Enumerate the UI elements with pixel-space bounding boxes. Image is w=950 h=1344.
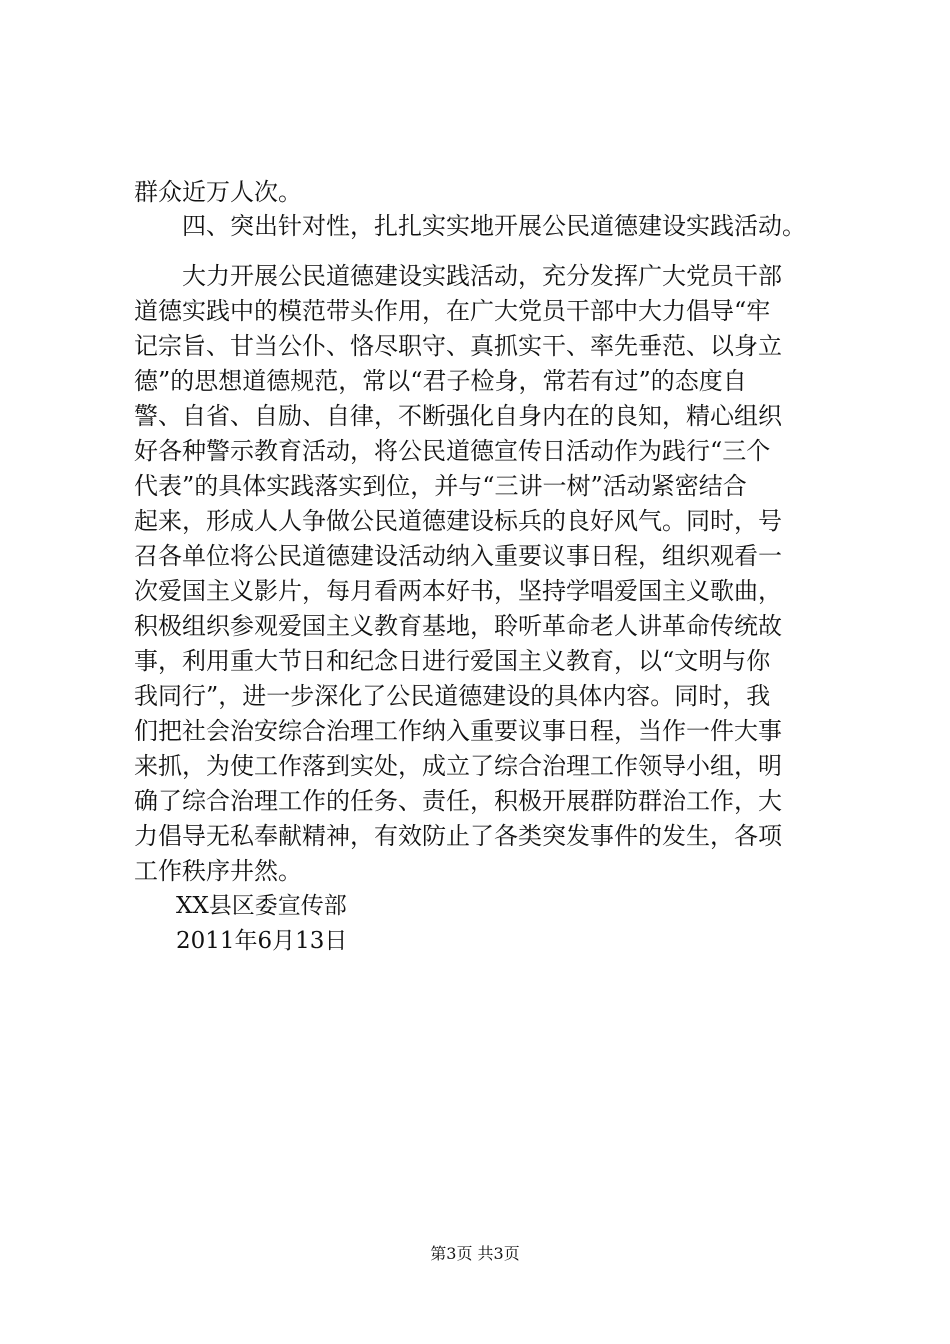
text-line: 好各种警示教育活动，将公民道德宣传日活动作为践行“三个: [134, 437, 771, 465]
text-line: 代表”的具体实践落实到位，并与“三讲一树”活动紧密结合: [134, 472, 747, 500]
text-line: 道德实践中的模范带头作用，在广大党员干部中大力倡导“牢: [134, 297, 771, 325]
text-line: 警、自省、自励、自律，不断强化自身内在的良知，精心组织: [134, 402, 782, 430]
text-line: 事，利用重大节日和纪念日进行爱国主义教育，以“文明与你: [134, 647, 771, 675]
text-line: 积极组织参观爱国主义教育基地，聆听革命老人讲革命传统故: [134, 612, 782, 640]
text-line: 大力开展公民道德建设实践活动，充分发挥广大党员干部: [182, 262, 782, 290]
text-line: 次爱国主义影片，每月看两本好书，坚持学唱爱国主义歌曲，: [134, 577, 782, 605]
text-line: 我同行”，进一步深化了公民道德建设的具体内容。同时，我: [134, 682, 771, 710]
text-line: 来抓，为使工作落到实处，成立了综合治理工作领导小组，明: [134, 752, 782, 780]
signature-date: 2011年6月13日: [176, 928, 348, 954]
page-footer: 第3页 共3页: [430, 1244, 520, 1263]
text-line: 召各单位将公民道德建设活动纳入重要议事日程，组织观看一: [134, 542, 782, 570]
text-line: 力倡导无私奉献精神，有效防止了各类突发事件的发生，各项: [134, 822, 782, 850]
section-heading: 四、突出针对性，扎扎实实地开展公民道德建设实践活动。: [182, 212, 806, 240]
text-line: 起来，形成人人争做公民道德建设标兵的良好风气。同时，号: [134, 507, 782, 535]
text-line: 确了综合治理工作的任务、责任，积极开展群防群治工作，大: [134, 787, 782, 815]
text-line: 德”的思想道德规范，常以“君子检身，常若有过”的态度自: [134, 367, 747, 395]
text-line: 工作秩序井然。: [134, 857, 302, 885]
text-line: 群众近万人次。: [134, 178, 302, 206]
signature-organization: XX县区委宣传部: [176, 893, 347, 919]
text-line: 们把社会治安综合治理工作纳入重要议事日程，当作一件大事: [134, 717, 782, 745]
text-line: 记宗旨、甘当公仆、恪尽职守、真抓实干、率先垂范、以身立: [134, 332, 782, 360]
